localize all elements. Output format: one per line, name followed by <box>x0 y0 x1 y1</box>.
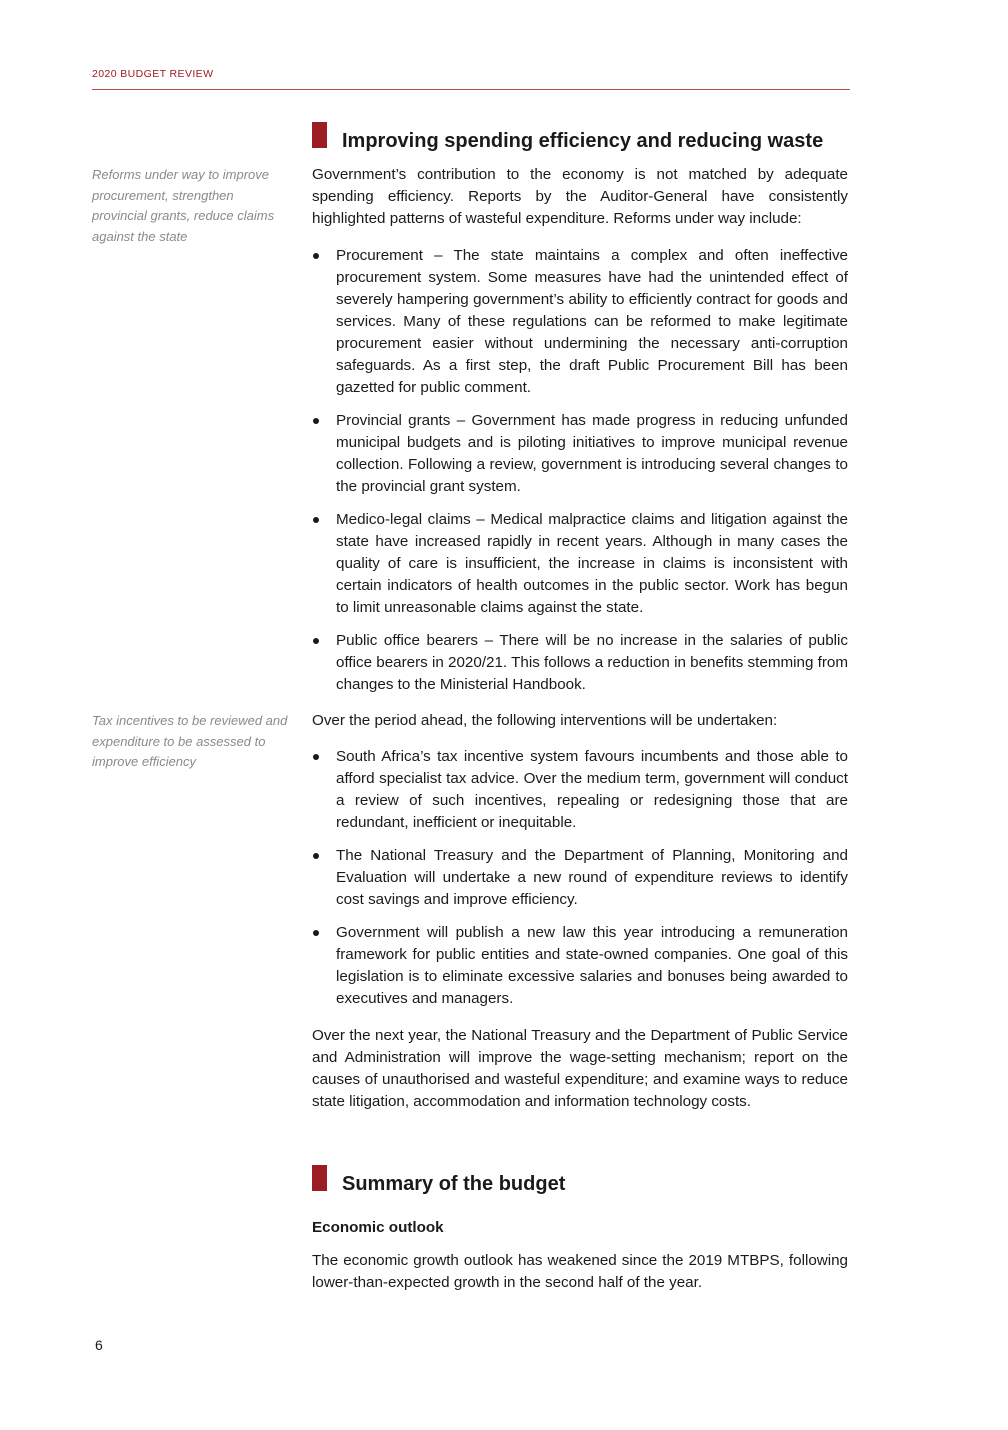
page-number: 6 <box>95 1337 103 1353</box>
list-item-text: The National Treasury and the Department of Planning, Monitoring and Evaluation will undertake a new round of expenditure reviews to identify cost savings and improve efficiency. <box>336 847 848 908</box>
economic-outlook-subheading-block <box>312 1217 848 1239</box>
bullet-icon <box>313 853 319 859</box>
running-header: 2020 BUDGET REVIEW <box>92 68 850 90</box>
heading-marker <box>312 1165 327 1191</box>
list-item <box>312 845 848 911</box>
list-item-text: Procurement – The state maintains a complex and often ineffective procurement system. Some measures have had the unintended effect of severely hampering government’s ability to efficiently contract for goods and services. Many of these regulations can be reformed to make legitimate procurement easier without undermining the necessary anti-corruption safeguards. As a first step, the draft Public Procurement Bill has been gazetted for public comment. <box>336 247 848 396</box>
bullet-icon <box>313 754 319 760</box>
closing-block <box>312 1025 848 1113</box>
list-item <box>312 922 848 1010</box>
list-item <box>312 245 848 399</box>
margin-note-tax-incentives: Tax incentives to be reviewed and expenditure to be assessed to improve efficiency <box>92 713 288 770</box>
reforms-list-block <box>312 245 848 696</box>
interventions-list <box>312 746 848 1010</box>
heading-marker <box>312 122 327 148</box>
section-heading-summary <box>312 1171 848 1197</box>
bullet-icon <box>313 253 319 259</box>
list-item <box>312 630 848 696</box>
bullet-icon <box>313 418 319 424</box>
section-heading-efficiency <box>312 128 848 154</box>
list-item-text: Medico-legal claims – Medical malpractice claims and litigation against the state have increased rapidly in recent years. Although in many cases the quality of care is insufficient, the increase in claims is inconsistent with certain indicators of health outcomes in the public sector. Work has begun to limit unreasonable claims against the state. <box>336 511 848 616</box>
closing-paragraph: Over the next year, the National Treasury and the Department of Public Service and Administration will improve the wage-setting mechanism; report on the causes of unauthorised and wasteful expenditure; and examine ways to reduce state litigation, accommodation and information technology costs. <box>312 1027 848 1110</box>
section-heading-text: Improving spending efficiency and reducing waste <box>342 130 824 152</box>
bullet-icon <box>313 930 319 936</box>
section-heading-efficiency-wrapper <box>312 128 848 154</box>
section-heading-text: Summary of the budget <box>342 1173 566 1195</box>
section-heading-summary-wrapper <box>312 1171 848 1197</box>
list-item-text: Public office bearers – There will be no increase in the salaries of public office bearers in 2020/21. This follows a reduction in benefits stemming from changes to the Ministerial Handbook. <box>336 632 848 693</box>
list-item-text: Government will publish a new law this year introducing a remuneration framework for public entities and state-owned companies. One goal of this legislation is to eliminate excessive salaries and bonuses being awarded to executives and managers. <box>336 924 848 1007</box>
interventions-intro-paragraph: Over the period ahead, the following interventions will be undertaken: <box>312 712 778 729</box>
list-item <box>312 746 848 834</box>
list-item-text: Provincial grants – Government has made progress in reducing unfunded municipal budgets and is piloting initiatives to improve municipal revenue collection. Following a review, government is introducing several changes to the provincial grant system. <box>336 412 848 495</box>
interventions-list-block <box>312 746 848 1010</box>
bullet-icon <box>313 638 319 644</box>
list-item-text: South Africa’s tax incentive system favours incumbents and those able to afford specialist tax advice. Over the medium term, government will conduct a review of such incentives, repealing or redesigning those that are redundant, inefficient or inequitable. <box>336 748 848 831</box>
economic-outlook-subheading: Economic outlook <box>312 1219 444 1236</box>
list-item <box>312 509 848 619</box>
margin-note-reforms: Reforms under way to improve procurement, strengthen provincial grants, reduce claims against the state <box>92 167 275 244</box>
reforms-list <box>312 245 848 696</box>
efficiency-intro-paragraph: Government’s contribution to the economy is not matched by adequate spending efficiency. Reports by the Auditor-General have consistently highlighted patterns of wasteful expenditure. Reforms under way include: <box>312 166 848 227</box>
economic-outlook-block <box>312 1250 848 1294</box>
interventions-intro-block <box>312 710 848 732</box>
bullet-icon <box>313 517 319 523</box>
economic-outlook-paragraph: The economic growth outlook has weakened since the 2019 MTBPS, following lower-than-expected growth in the second half of the year. <box>312 1252 848 1291</box>
efficiency-intro-block <box>312 164 848 230</box>
list-item <box>312 410 848 498</box>
